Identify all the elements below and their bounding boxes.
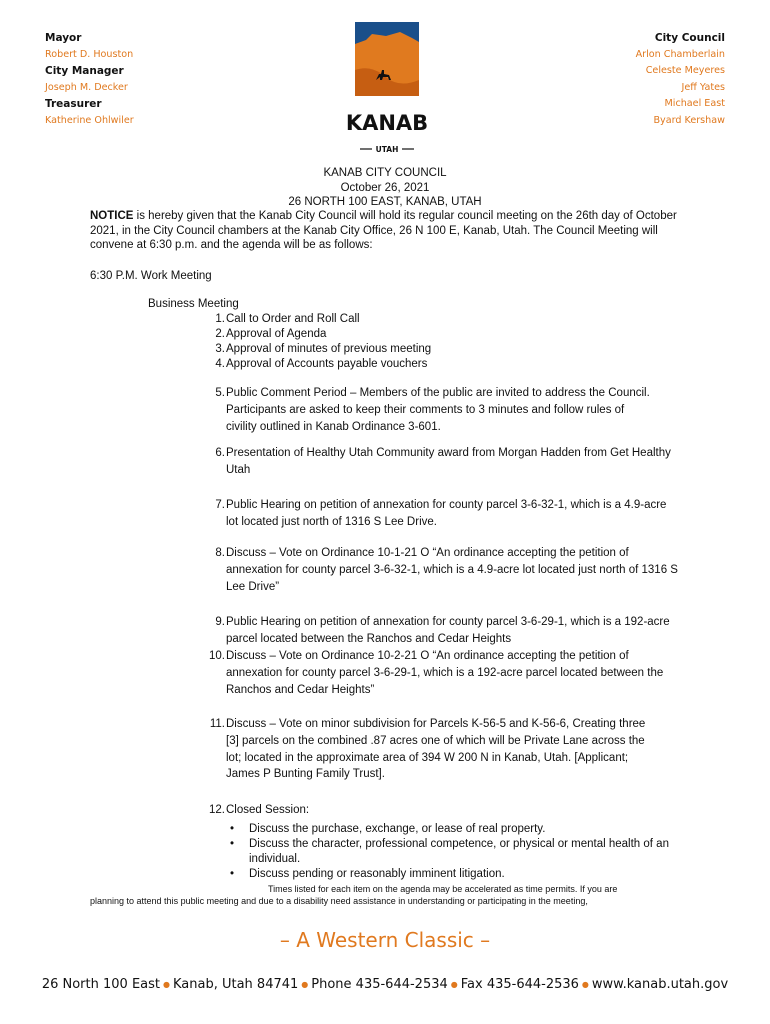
separator-dot-icon: ● (450, 980, 458, 989)
separator-dot-icon: ● (163, 980, 170, 989)
list-item: • Discuss the character, professional competence, or physical or mental health of an individual. (230, 838, 669, 865)
bullet-icon: • (230, 868, 235, 880)
meeting-address: 26 NORTH 100 EAST, KANAB, UTAH (288, 196, 482, 208)
meeting-title (0, 166, 770, 210)
agenda-item: 8. Discuss – Vote on Ordinance 10-1-21 O “An ordinance accepting the petition of annexation for county parcel 3-6-32-1, which is a 4.9-acre lot located just north of 1316 S Lee Drive” (215, 547, 678, 593)
agenda-item: 1. Call to Order and Roll Call (215, 313, 360, 325)
agenda-item: 10. Discuss – Vote on Ordinance 10-2-21 O “An ordinance accepting the petition of annexation for county parcel 3-6-29-1, which is a 192-acre parcel located between the Ranchos and Cedar Heights” (209, 650, 664, 696)
mayor-label: Mayor (45, 32, 82, 44)
city-manager-name: Joseph M. Decker (45, 81, 128, 93)
separator-dot-icon: ● (301, 980, 309, 989)
city-manager-label: City Manager (45, 65, 124, 77)
agenda-item: 6. Presentation of Healthy Utah Community award from Morgan Hadden from Get Healthy Utah (215, 447, 671, 476)
closed-session-list (228, 822, 688, 882)
agenda-item: 11. Discuss – Vote on minor subdivision for Parcels K-56-5 and K-56-6, Creating three [3] parcels on the combined .87 acres one of which will be Private Lane across the lot; located in the approximate area of 394 W 200 N in Kanab, Utah. [Applicant; James P Bunting Family Trust]. (209, 718, 646, 781)
agenda-item: 12. Closed Session: (209, 804, 310, 816)
tagline: – A Western Classic – (279, 928, 491, 952)
footnote-line-1: Times listed for each item on the agenda may be accelerated as time permits. If you are (268, 884, 618, 894)
council-member: Jeff Yates (681, 81, 725, 93)
bullet-icon: • (230, 823, 235, 835)
footer-fax: Fax 435-644-2536 (460, 977, 579, 992)
treasurer-name: Katherine Ohlwiler (45, 114, 134, 126)
work-meeting-heading: 6:30 P.M. Work Meeting (90, 270, 212, 282)
meeting-date: October 26, 2021 (340, 181, 430, 194)
council-member: Celeste Meyeres (645, 65, 725, 76)
agenda-item: 5. Public Comment Period – Members of the public are invited to address the Council. Participants are asked to keep their comments to 3 minutes and follow rules of civility outlined in Kanab Ordinance 3-601. (215, 387, 650, 433)
agenda-item: 4. Approval of Accounts payable vouchers (215, 358, 428, 370)
footer-city: Kanab, Utah 84741 (172, 977, 299, 992)
agenda-item: 2. Approval of Agenda (215, 328, 327, 340)
council-title: KANAB CITY COUNCIL (323, 167, 447, 179)
header-council (636, 30, 725, 129)
list-item: • Discuss the purchase, exchange, or lease of real property. (230, 823, 546, 835)
business-meeting-heading: Business Meeting (148, 298, 239, 310)
header-officials (45, 30, 134, 129)
footnote-line-2: planning to attend this public meeting and due to a disability need assistance in understanding or participating in the meeting, (90, 896, 588, 906)
council-member: Byard Kershaw (653, 114, 725, 126)
notice-text: is hereby given that the Kanab City Council will hold its regular council meeting on the 26th day of October 2021, in the City Council chambers at the Kanab City Office, 26 N 100 E, Kanab, Utah. The Council Meeting will convene at 6:30 p.m. and the agenda will be as follows: (90, 210, 677, 251)
list-item: • Discuss pending or reasonably imminent litigation. (230, 868, 505, 880)
agenda-item: 3. Approval of minutes of previous meeting (215, 343, 432, 355)
bullet-icon: • (230, 838, 235, 850)
logo-word: KANAB (345, 111, 429, 135)
footer-phone: Phone 435-644-2534 (311, 977, 448, 992)
council-member: Michael East (664, 98, 725, 109)
separator-dot-icon: ● (581, 980, 589, 989)
kanab-logo (345, 20, 429, 158)
city-council-label: City Council (654, 32, 725, 44)
footer-street: 26 North 100 East (41, 977, 160, 992)
notice-bold: NOTICE (90, 210, 134, 222)
council-member: Arlon Chamberlain (635, 48, 725, 60)
footer-website: www.kanab.utah.gov (591, 977, 729, 992)
agenda-item: 9. Public Hearing on petition of annexation for county parcel 3-6-29-1, which is a 192-acre parcel located between the Ranchos and Cedar Heights (215, 616, 670, 645)
logo-sub: UTAH (375, 145, 399, 154)
footer-address (0, 977, 770, 992)
mayor-name: Robert D. Houston (45, 48, 134, 60)
notice-paragraph (90, 209, 690, 253)
agenda-item: 7. Public Hearing on petition of annexation for county parcel 3-6-32-1, which is a 4.9-acre lot located just north of 1316 S Lee Drive. (215, 499, 667, 528)
treasurer-label: Treasurer (45, 98, 102, 110)
